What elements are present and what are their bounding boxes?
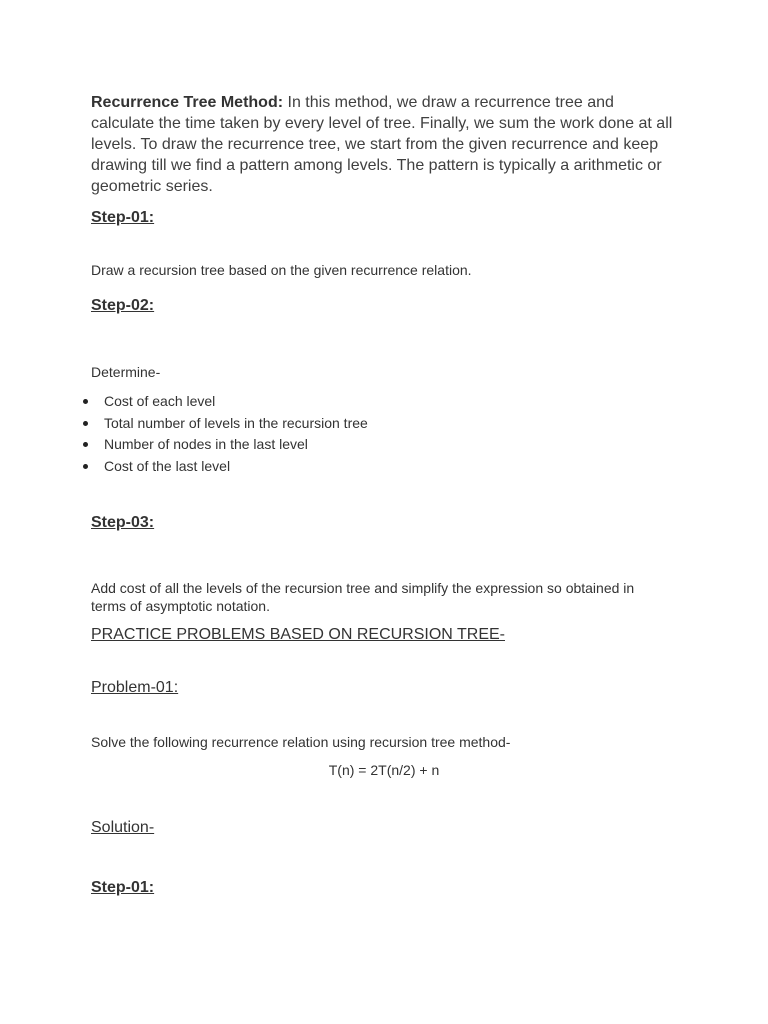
step-02-lead: Determine- [91, 364, 161, 380]
list-item [80, 434, 368, 456]
practice-heading: PRACTICE PROBLEMS BASED ON RECURSION TREE- [91, 626, 505, 643]
problem-01-heading: Problem-01: [91, 679, 179, 696]
list-item-text: Total number of levels in the recursion tree [104, 414, 368, 431]
list-item [80, 456, 368, 478]
step-02-bullet-list [80, 391, 368, 477]
bullet-icon [83, 421, 88, 426]
list-item [80, 413, 368, 435]
problem-01-text: Solve the following recurrence relation using recursion tree method- [91, 734, 511, 750]
bullet-icon [83, 399, 88, 404]
list-item [80, 391, 368, 413]
intro-text: In this method, we draw a recurrence tree and calculate the time taken by every level of tree. Finally, we sum the work done at all levels. To draw the recurrence tree, we start from the given recurrence and keep drawing till we find a pattern among levels. The pattern is typically a arithmetic or geometric series. [91, 94, 673, 195]
list-item-text: Number of nodes in the last level [104, 436, 308, 452]
step-01-heading: Step-01: [91, 209, 155, 226]
step-03-text: Add cost of all the levels of the recursion tree and simplify the expression so obtained in terms of asymptotic notation. [91, 580, 635, 614]
list-item-text: Cost of each level [104, 393, 216, 409]
solution-step-01-heading: Step-01: [91, 879, 155, 896]
recurrence-formula: T(n) = 2T(n/2) + n [328, 762, 440, 778]
step-03-heading: Step-03: [91, 514, 155, 531]
intro-paragraph [91, 92, 681, 197]
bullet-icon [83, 464, 88, 469]
list-item-text: Cost of the last level [104, 457, 231, 474]
solution-heading: Solution- [91, 819, 155, 836]
intro-label: Recurrence Tree Method: [91, 94, 284, 111]
step-01-text: Draw a recursion tree based on the given recurrence relation. [91, 262, 472, 278]
bullet-icon [83, 442, 88, 447]
step-02-heading: Step-02: [91, 297, 155, 314]
